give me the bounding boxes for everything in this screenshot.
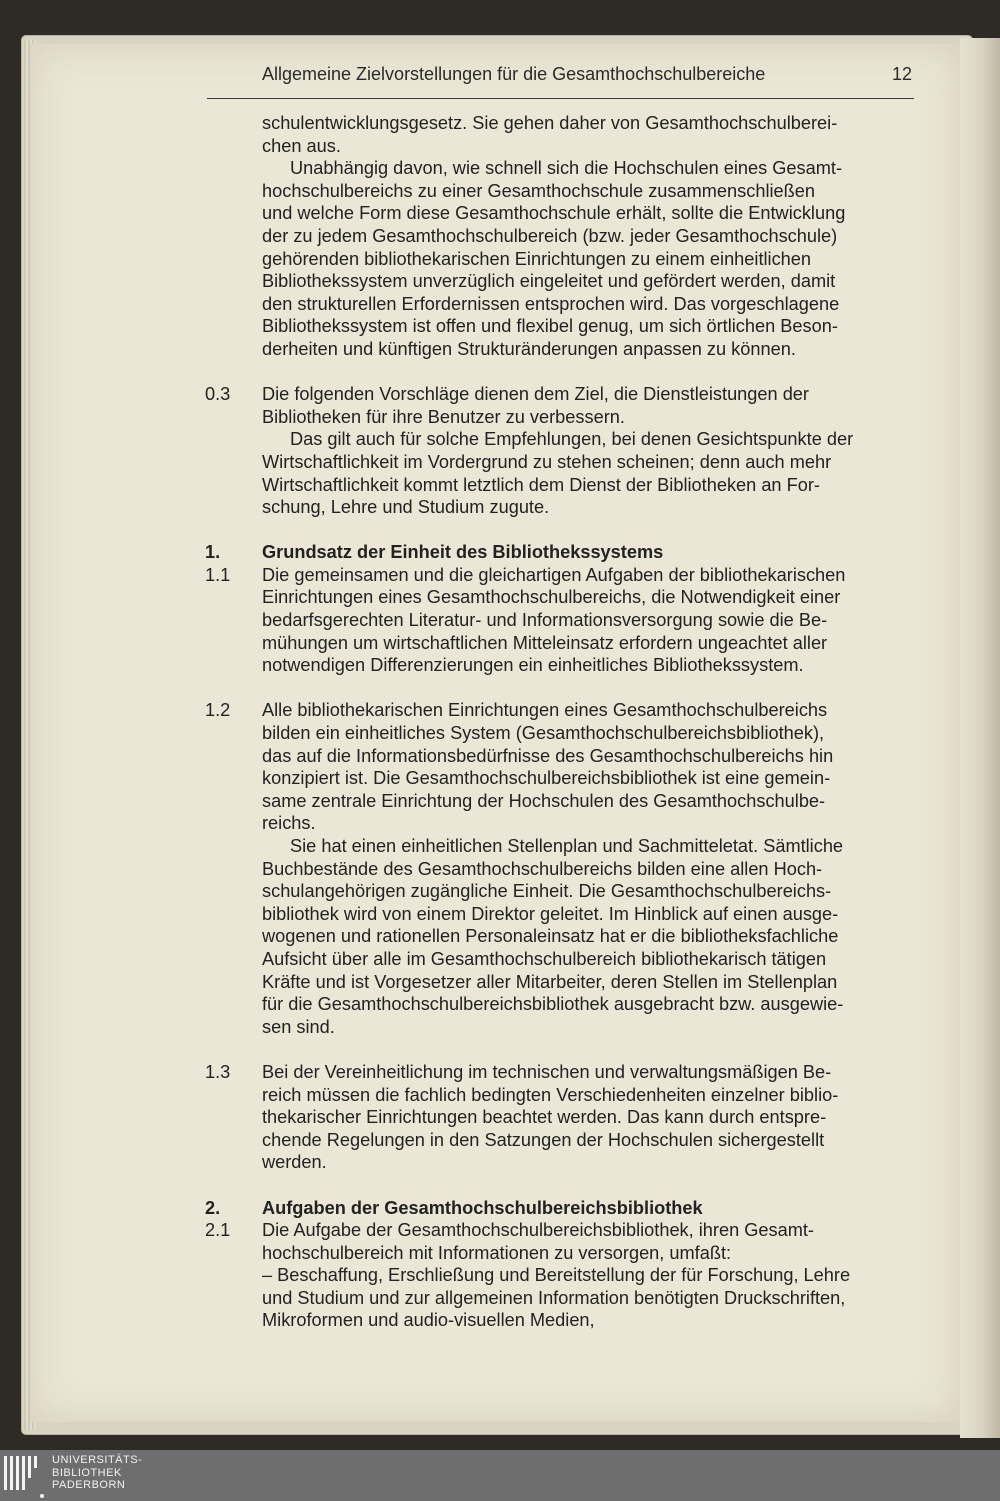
paragraph-gap (205, 1174, 915, 1197)
text-line: notwendigen Differenzierungen ein einheitliches Bibliothekssystem. (262, 655, 804, 676)
text-line: gehörenden bibliothekarischen Einrichtungen zu einem einheitlichen (262, 248, 812, 269)
text-line: Mikroformen und audio-visuellen Medien, (262, 1310, 595, 1331)
paragraph (205, 383, 915, 519)
running-head (262, 64, 912, 90)
text-line: derheiten und künftigen Strukturänderungen anpassen zu können. (262, 338, 796, 359)
paragraph (205, 112, 915, 361)
text-line: Einrichtungen eines Gesamthochschulbereichs, die Notwendigkeit einer (262, 587, 841, 608)
header-rule (207, 98, 914, 99)
section-number: 1.3 (205, 1061, 231, 1082)
text-line: hochschulbereich mit Informationen zu versorgen, umfaßt: (262, 1242, 732, 1263)
section-number: 2. (205, 1197, 221, 1218)
paragraph (205, 1219, 915, 1332)
text-line: Buchbestände des Gesamthochschulbereichs bilden eine allen Hoch- (262, 858, 823, 879)
text-line: und Studium und zur allgemeinen Information benötigten Druckschriften, (262, 1287, 846, 1308)
text-line: den strukturellen Erfordernissen entsprochen wird. Das vorgeschlagene (262, 293, 840, 314)
text-line: bedarfsgerechten Literatur- und Informationsversorgung sowie die Be- (262, 610, 828, 631)
paragraph-gap (205, 1038, 915, 1061)
text-line: Bei der Vereinheitlichung im technischen und verwaltungsmäßigen Be- (262, 1061, 832, 1082)
text-line: schulentwicklungsgesetz. Sie gehen daher von Gesamthochschulberei- (262, 113, 838, 133)
text-line: Wirtschaftlichkeit im Vordergrund zu stehen scheinen; denn auch mehr (262, 451, 832, 472)
text-line: für die Gesamthochschulbereichsbibliothek ausgebracht bzw. ausgewie- (262, 994, 844, 1015)
text-line: schung, Lehre und Studium zugute. (262, 497, 550, 518)
text-line: der zu jedem Gesamthochschulbereich (bzw. jeder Gesamthochschule) (262, 225, 838, 246)
section-heading (205, 541, 915, 564)
logo-line: PADERBORN (52, 1479, 126, 1491)
text-line: Die gemeinsamen und die gleichartigen Aufgaben der bibliothekarischen (262, 564, 846, 585)
text-line: bibliothek wird von einem Direktor geleitet. Im Hinblick auf einen ausge- (262, 903, 839, 924)
text-line: chende Regelungen in den Satzungen der Hochschulen sichergestellt (262, 1129, 825, 1150)
text-line: – Beschaffung, Erschließung und Bereitstellung der für Forschung, Lehre (262, 1265, 851, 1286)
text-line: konzipiert ist. Die Gesamthochschulbereichsbibliothek ist eine gemein- (262, 768, 831, 789)
text-line: thekarischer Einrichtungen beachtet werden. Das kann durch entspre- (262, 1107, 827, 1128)
page-number: 12 (891, 64, 912, 84)
paragraph (205, 1061, 915, 1174)
library-logo-text (52, 1454, 142, 1492)
text-line: bilden ein einheitliches System (Gesamthochschulbereichsbibliothek), (262, 723, 825, 744)
section-heading (205, 1197, 915, 1220)
text-line: Aufsicht über alle im Gesamthochschulbereich bibliothekarisch tätigen (262, 948, 827, 969)
section-number: 1.2 (205, 700, 231, 721)
text-line: chen aus. (262, 135, 341, 156)
text-line: hochschulbereichs zu einer Gesamthochschule zusammenschließen (262, 180, 815, 201)
text-line: reich müssen die fachlich bedingten Verschiedenheiten einzelner biblio- (262, 1084, 839, 1105)
text-line: werden. (262, 1152, 327, 1173)
logo-line: BIBLIOTHEK (52, 1466, 122, 1479)
text-line: Wirtschaftlichkeit kommt letztlich dem Dienst der Bibliotheken an For- (262, 474, 820, 495)
text-line: Die folgenden Vorschläge dienen dem Ziel, die Dienstleistungen der (262, 384, 809, 405)
text-line: mühungen um wirtschaftlichen Mitteleinsatz erfordern ungeachtet aller (262, 632, 828, 653)
section-number: 2.1 (205, 1220, 231, 1241)
library-logo-icon (4, 1456, 44, 1496)
paragraph-gap (205, 677, 915, 700)
running-head-title: Allgemeine Zielvorstellungen für die Gesamthochschulbereiche (262, 64, 766, 84)
text-line: Bibliothekssystem ist offen und flexibel genug, um sich örtlichen Beson- (262, 316, 838, 337)
library-footer (0, 1450, 1000, 1501)
text-line: sen sind. (262, 1016, 335, 1037)
text-line: Kräfte und ist Vorgesetzer aller Mitarbeiter, deren Stellen im Stellenplan (262, 971, 838, 992)
text-line: wogenen und rationellen Personaleinsatz hat er die bibliotheksfachliche (262, 926, 839, 947)
text-line: das auf die Informationsbedürfnisse des Gesamthochschulbereichs hin (262, 745, 834, 766)
section-number: 1.1 (205, 564, 231, 585)
text-line: und welche Form diese Gesamthochschule erhält, sollte die Entwicklung (262, 203, 846, 224)
facing-page-edge (960, 38, 1000, 1438)
text-line: same zentrale Einrichtung der Hochschulen des Gesamthochschulbe- (262, 790, 826, 811)
text-line: Sie hat einen einheitlichen Stellenplan und Sachmitteletat. Sämtliche (290, 836, 844, 856)
paragraph-gap (205, 361, 915, 384)
text-line: Aufgaben der Gesamthochschulbereichsbibliothek (262, 1197, 703, 1218)
text-line: Grundsatz der Einheit des Bibliothekssystems (262, 542, 664, 563)
text-line: reichs. (262, 813, 316, 834)
paragraph (205, 564, 915, 677)
paragraph (205, 699, 915, 1038)
body-text (205, 112, 915, 1332)
text-line: Bibliotheken für ihre Benutzer zu verbessern. (262, 406, 625, 427)
text-line: Die Aufgabe der Gesamthochschulbereichsbibliothek, ihren Gesamt- (262, 1220, 814, 1241)
text-line: Unabhängig davon, wie schnell sich die Hochschulen eines Gesamt- (290, 158, 843, 179)
text-line: Das gilt auch für solche Empfehlungen, bei denen Gesichtspunkte der (290, 429, 854, 450)
logo-line: UNIVERSITÄTS- (52, 1454, 143, 1466)
section-number: 1. (205, 542, 221, 563)
text-line: Alle bibliothekarischen Einrichtungen eines Gesamthochschulbereichs (262, 700, 828, 721)
text-line: schulangehörigen zugängliche Einheit. Die Gesamthochschulbereichs- (262, 881, 832, 902)
section-number: 0.3 (205, 384, 231, 405)
paragraph-gap (205, 519, 915, 542)
text-line: Bibliothekssystem unverzüglich eingeleitet und gefördert werden, damit (262, 271, 836, 292)
